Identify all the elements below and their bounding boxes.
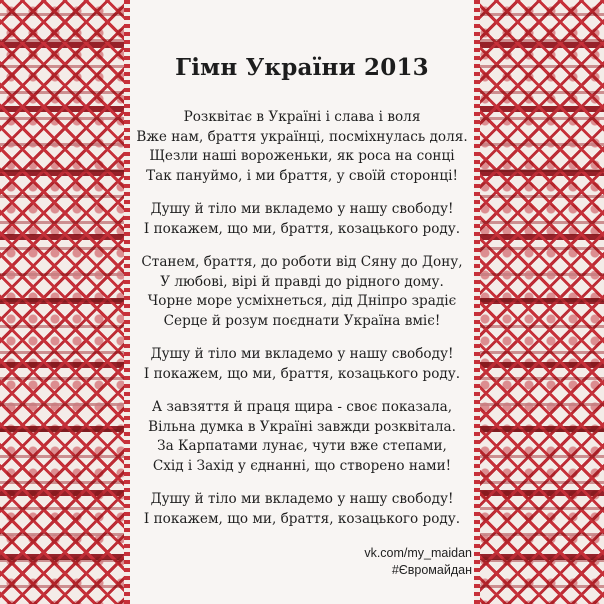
- poem-line: Щезли наші вороженьки, як роса на сонці: [149, 148, 455, 164]
- stanza: [130, 108, 474, 186]
- poem-line: У любові, вірі й правді до рідного дому.: [160, 273, 444, 290]
- poem-line: Вільна думка в Україні завжди розквітала.: [148, 418, 456, 435]
- poem-panel: [130, 0, 474, 604]
- poem-line: Станем, браття, до роботи від Сяну до Дону,: [141, 254, 463, 270]
- left-embroidery-border: [0, 0, 130, 604]
- poem-line: І покажем, що ми, браття, козацького роду.: [143, 510, 461, 527]
- poem-line: Душу й тіло ми вкладемо у нашу свободу!: [150, 201, 454, 217]
- poem-line: Душу й тіло ми вкладемо у нашу свободу!: [150, 346, 454, 362]
- poem-line: А завзяття й праця щира - своє показала,: [151, 399, 453, 415]
- right-embroidery-border: [474, 0, 604, 604]
- poem-line: За Карпатами лунає, чути вже степами,: [157, 438, 447, 454]
- poem-line: Вже нам, браття українці, посміхнулась доля.: [136, 128, 468, 145]
- stanza: [130, 200, 474, 239]
- source-link[interactable]: vk.com/my_maidan: [364, 546, 472, 560]
- poem-line: Розквітає в Україні і слава і воля: [183, 109, 421, 125]
- credit-block: [364, 545, 472, 579]
- poem-body: [130, 108, 474, 543]
- stanza: [130, 398, 474, 476]
- stanza: [130, 490, 474, 529]
- poem-line: Так пануймо, і ми браття, у своїй сторонці!: [146, 167, 458, 184]
- stanza: [130, 345, 474, 384]
- poem-line: І покажем, що ми, браття, козацького роду.: [143, 220, 461, 237]
- page-title: Гімн України 2013: [175, 54, 429, 81]
- poem-line: Серце й розум поєднати Україна вміє!: [163, 312, 441, 329]
- poem-line: І покажем, що ми, браття, козацького роду.: [143, 365, 461, 382]
- stanza: [130, 253, 474, 331]
- poem-line: Чорне море усміхнеться, дід Дніпро зрадіє: [147, 293, 457, 309]
- poem-line: Душу й тіло ми вкладемо у нашу свободу!: [150, 491, 454, 507]
- poem-line: Схід і Захід у єднанні, що створено нами!: [152, 457, 452, 474]
- hashtag[interactable]: #Євромайдан: [391, 563, 472, 577]
